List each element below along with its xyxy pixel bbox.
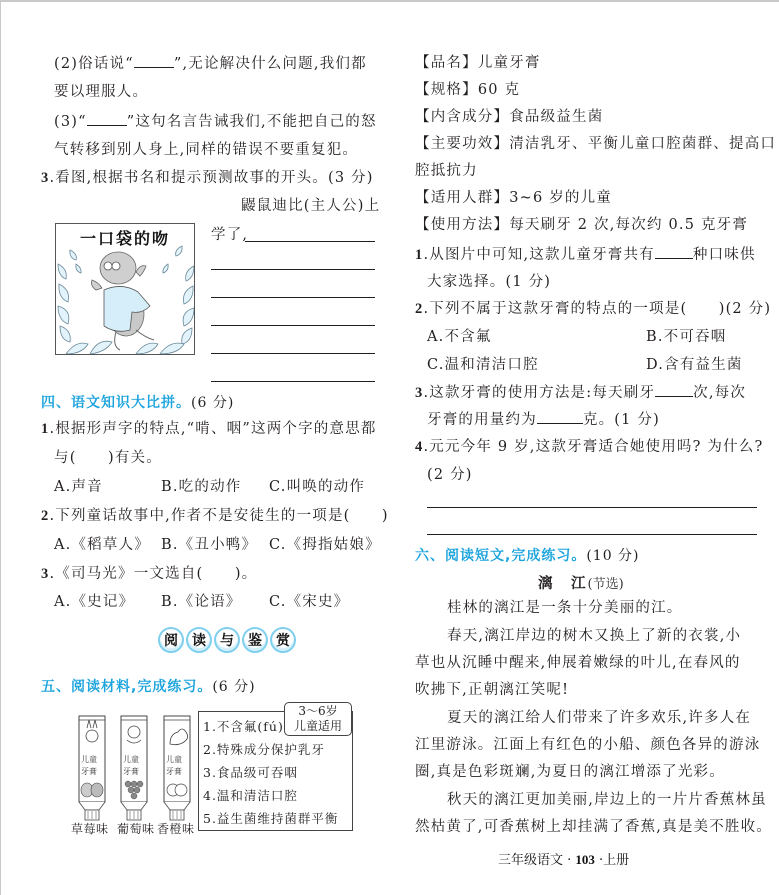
feature-item: 2.特殊成分保护乳牙	[203, 742, 325, 757]
article-paragraph-1: 桂林的漓江是一条十分美丽的江。	[447, 600, 683, 616]
question-text: .从图片中可知,这款儿童牙膏共有	[423, 247, 655, 263]
question-number: 2	[415, 301, 424, 317]
fill-blank[interactable]	[537, 410, 583, 424]
answer-line[interactable]	[427, 534, 757, 535]
s4-q2	[41, 507, 389, 525]
reading-appreciation-banner	[158, 627, 296, 653]
q2-sub2-prefix: (2)俗话说“	[54, 56, 134, 72]
banner-char: 鉴	[242, 627, 268, 653]
question-text: .下列童话故事中,作者不是安徒生的一项是( )	[49, 508, 389, 524]
s5-q3-line2	[427, 410, 660, 429]
flavor-orange: 香橙味	[157, 822, 195, 836]
banner-char: 赏	[270, 627, 296, 653]
s5-q4	[415, 438, 763, 456]
question-text: .元元今年 9 岁,这款牙膏适合她使用吗? 为什么?	[423, 439, 764, 455]
section-title: 六、阅读短文,完成练习。	[415, 548, 587, 564]
question-number: 3	[41, 566, 50, 582]
question-text: .看图,根据书名和提示预测故事的开头。(3 分)	[49, 170, 374, 186]
info-value: 清洁乳牙、平衡儿童口腔菌群、提高口	[509, 136, 777, 152]
question-text: 种口味供	[692, 247, 756, 263]
s4-q1	[41, 420, 377, 438]
info-value: 食品级益生菌	[509, 109, 604, 125]
article-paragraph-3-line2: 江里游泳。江面上有红色的小船、颜色各异的游泳	[415, 737, 761, 753]
banner-char: 与	[214, 627, 240, 653]
article-paragraph-4-line1: 秋天的漓江更加美丽,岸边上的一片片香蕉林虽	[447, 792, 767, 808]
mole-illustration	[56, 224, 195, 355]
fill-blank[interactable]	[87, 112, 127, 126]
section-score: (6 分)	[212, 679, 256, 695]
book-title: 一口袋的吻	[79, 229, 170, 248]
question-text: .这款牙膏的使用方法是:每天刷牙	[423, 385, 656, 401]
age-suitability: 儿童适用	[293, 719, 342, 733]
s4-q1-line2: 与( )有关。	[54, 450, 162, 466]
strawberry-toothpaste-tube	[77, 714, 107, 824]
s5-q2	[415, 300, 771, 318]
info-label: 【使用方法】	[415, 217, 510, 233]
article-title	[538, 572, 624, 593]
article-note: (节选)	[587, 577, 624, 592]
article-paragraph-2-line3: 吹拂下,正朝漓江笑呢!	[415, 682, 570, 698]
info-effects	[415, 135, 776, 153]
footer-volume: ·上册	[594, 853, 630, 868]
answer-line[interactable]	[211, 297, 375, 298]
s4-q2-option-a[interactable]: A.《稻草人》	[54, 537, 150, 553]
info-usage	[415, 216, 748, 234]
fill-blank[interactable]	[655, 245, 693, 259]
section-5-heading	[41, 676, 256, 696]
question-number: 1	[415, 247, 424, 263]
footer-subject: 三年级语文 ·	[498, 853, 576, 868]
question-number: 2	[41, 508, 50, 524]
s5-q2-option-c[interactable]: C.温和清洁口腔	[427, 357, 539, 373]
info-value: 儿童牙膏	[477, 55, 541, 71]
age-range-tag	[284, 702, 352, 736]
svg-text:牙膏: 牙膏	[123, 767, 139, 776]
page-number: 103	[575, 852, 595, 867]
q2-sub2-line2: 要以理服人。	[54, 84, 149, 100]
s5-q1-line2: 大家选择。(1 分)	[427, 274, 552, 290]
question-number: 4	[415, 439, 424, 455]
svg-text:儿童: 儿童	[166, 755, 182, 764]
s4-q3-option-a[interactable]: A.《史记》	[54, 594, 135, 610]
section-score: (10 分)	[586, 548, 640, 564]
feature-item: 1.不含氟(fú)	[203, 719, 284, 734]
page-footer	[498, 849, 629, 868]
question-number: 3	[41, 170, 50, 186]
s5-q4-line2: (2 分)	[427, 467, 473, 483]
flavor-strawberry: 草莓味	[71, 822, 109, 836]
info-label: 【适用人群】	[415, 190, 510, 206]
q3-prompt	[41, 169, 374, 187]
info-label: 【主要功效】	[415, 136, 510, 152]
info-value: 60 克	[477, 82, 521, 98]
book-cover-image	[55, 223, 195, 355]
feature-item: 5.益生菌维持菌群平衡	[203, 811, 339, 826]
s4-q1-option-b[interactable]: B.吃的动作	[161, 479, 242, 495]
s4-q2-option-b[interactable]: B.《丑小鸭》	[161, 537, 258, 553]
article-paragraph-3-line3: 圈,真是色彩斑斓,为夏日的漓江增添了光彩。	[415, 764, 725, 780]
article-paragraph-4-line2: 然枯黄了,可香蕉树上却挂满了香蕉,真是美不胜收。	[415, 819, 773, 835]
s4-q3-option-b[interactable]: B.《论语》	[161, 594, 242, 610]
question-number: 3	[415, 385, 424, 401]
feature-item: 4.温和清洁口腔	[203, 788, 298, 803]
svg-text:儿童: 儿童	[123, 755, 139, 764]
s4-q3-option-c[interactable]: C.《宋史》	[269, 594, 350, 610]
q2-sub2-line1	[54, 54, 367, 73]
q2-sub3-line1	[54, 112, 377, 131]
info-ingredients	[415, 108, 603, 126]
question-text: .根据形声字的特点,“啃、咽”这两个字的意思都	[49, 421, 377, 437]
s5-q3	[415, 383, 746, 402]
question-text: .《司马光》一文选自( )。	[49, 566, 258, 582]
info-spec	[415, 81, 520, 99]
feature-item: 3.食品级可吞咽	[203, 765, 298, 780]
q3-hint-line2: 学了,	[211, 227, 249, 243]
s5-q2-option-b[interactable]: B.不可吞咽	[646, 329, 727, 345]
grape-toothpaste-tube	[119, 714, 149, 824]
q2-sub3-suffix: ”这句名言告诫我们,不能把自己的怒	[126, 114, 377, 130]
banner-char: 阅	[158, 627, 184, 653]
section-6-heading	[415, 545, 640, 565]
info-effects-line2: 腔抵抗力	[415, 163, 478, 179]
answer-line[interactable]	[427, 507, 757, 508]
answer-line[interactable]	[211, 353, 375, 354]
article-paragraph-2-line1: 春天,漓江岸边的树木又换上了新的衣裳,小	[447, 628, 742, 644]
q2-sub2-suffix: ”,无论解决什么问题,我们都	[173, 56, 367, 72]
question-text: 克。(1 分)	[582, 412, 660, 428]
question-text: 牙膏的用量约为	[427, 412, 537, 428]
s5-q2-option-d[interactable]: D.含有益生菌	[646, 357, 743, 373]
info-product-name	[415, 54, 541, 72]
info-value: 每天刷牙 2 次,每次约 0.5 克牙膏	[509, 217, 749, 233]
s4-q3	[41, 565, 257, 583]
article-paragraph-3-line1: 夏天的漓江给人们带来了许多欢乐,许多人在	[447, 710, 752, 726]
question-text: 次,每次	[693, 385, 747, 401]
info-label: 【内含成分】	[415, 109, 510, 125]
section-title: 五、阅读材料,完成练习。	[41, 679, 213, 695]
answer-line[interactable]	[211, 381, 375, 382]
info-value: 3~6 岁的儿童	[509, 190, 613, 206]
fill-blank[interactable]	[655, 383, 693, 397]
age-range: 3～6岁	[298, 704, 338, 718]
flavor-grape: 葡萄味	[117, 822, 155, 836]
s4-q1-option-c[interactable]: C.叫唤的动作	[269, 479, 366, 495]
s5-q1	[415, 245, 756, 264]
s5-q2-option-a[interactable]: A.不含氟	[427, 329, 492, 345]
svg-text:牙膏: 牙膏	[81, 767, 97, 776]
section-score: (6 分)	[191, 395, 235, 411]
info-label: 【品名】	[415, 55, 478, 71]
answer-line[interactable]	[211, 325, 375, 326]
q3-hint-line1: 鼹鼠迪比(主人公)上	[241, 198, 381, 214]
q2-sub3-line2: 气转移到别人身上,同样的错误不要重复犯。	[54, 142, 359, 158]
question-text: .下列不属于这款牙膏的特点的一项是( )(2 分)	[423, 301, 772, 317]
article-paragraph-2-line2: 草也从沉睡中醒来,伸展着嫩绿的叶儿,在春风的	[415, 655, 741, 671]
info-audience	[415, 189, 612, 207]
article-title-text: 漓 江	[538, 576, 588, 592]
info-label: 【规格】	[415, 82, 478, 98]
s4-q1-option-a[interactable]: A.声音	[54, 479, 103, 495]
svg-text:牙膏: 牙膏	[166, 767, 182, 776]
fill-blank[interactable]	[134, 54, 174, 68]
orange-toothpaste-tube	[162, 714, 192, 824]
answer-line[interactable]	[211, 269, 375, 270]
section-4-heading	[41, 392, 234, 412]
q2-sub3-prefix: (3)“	[54, 114, 87, 130]
section-title: 四、语文知识大比拼。	[41, 395, 191, 411]
answer-line[interactable]	[245, 241, 375, 242]
svg-text:儿童: 儿童	[81, 755, 97, 764]
s4-q2-option-c[interactable]: C.《拇指姑娘》	[269, 537, 381, 553]
question-number: 1	[41, 421, 50, 437]
banner-char: 读	[186, 627, 212, 653]
